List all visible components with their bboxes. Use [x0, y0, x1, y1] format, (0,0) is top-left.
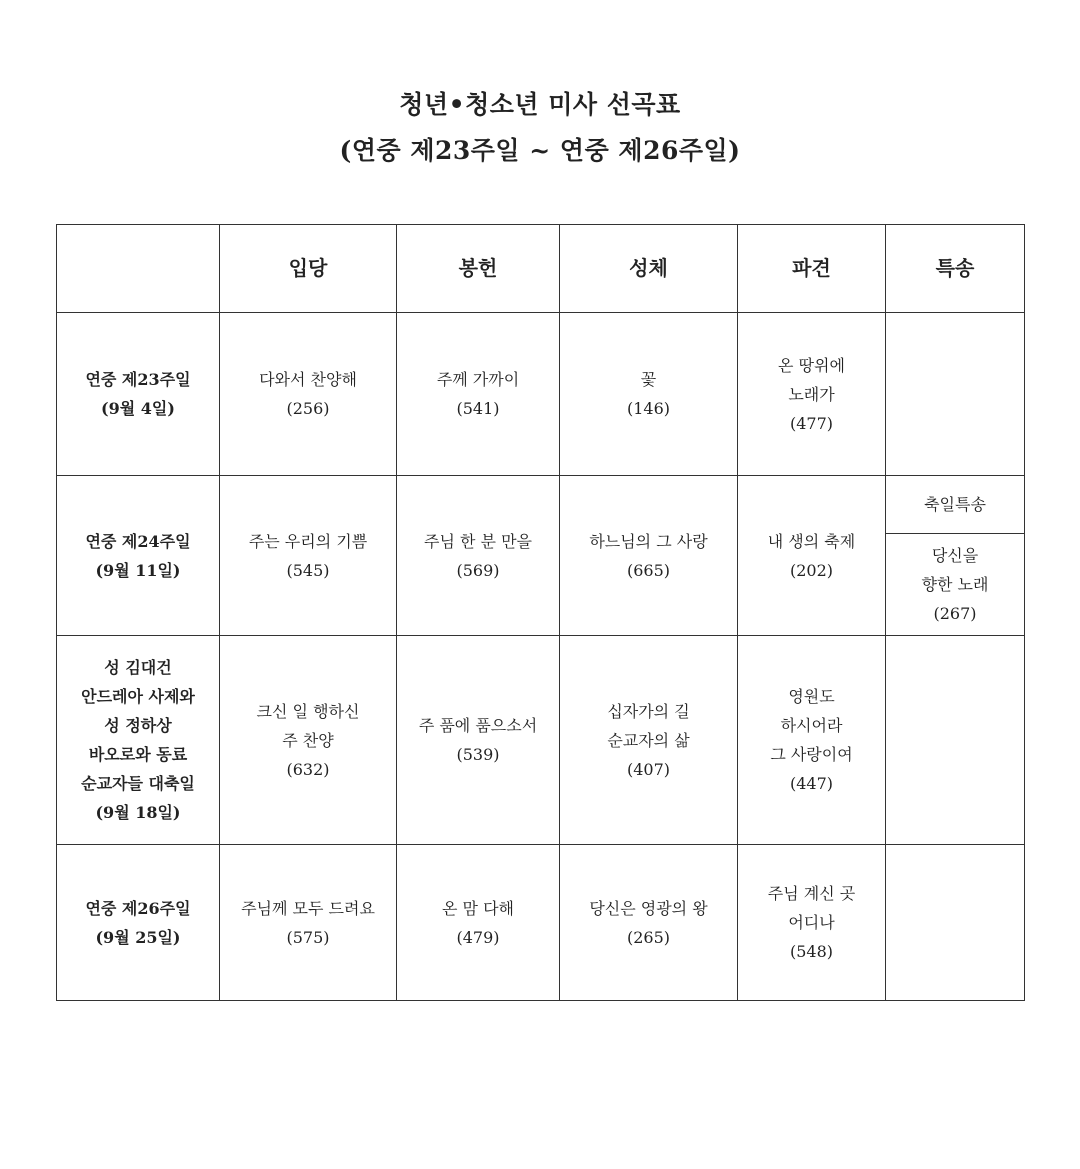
row-label: 연중 제24주일 (9월 11일): [57, 476, 220, 636]
table-row: [57, 845, 1025, 1001]
header-corner: [57, 225, 220, 313]
header-offertory: 봉헌: [397, 225, 560, 313]
header-row: [57, 225, 1025, 313]
page-title: 청년•청소년 미사 선곡표: [399, 90, 681, 119]
special-song: [886, 313, 1025, 476]
entrance-song: 크신 일 행하신 주 찬양 (632): [220, 636, 397, 845]
communion-song: 십자가의 길 순교자의 삶 (407): [560, 636, 738, 845]
table-row: [57, 636, 1025, 845]
communion-song: 꽃 (146): [560, 313, 738, 476]
entrance-song: 주님께 모두 드려요 (575): [220, 845, 397, 1001]
offertory-song: 온 맘 다해 (479): [397, 845, 560, 1001]
dismissal-song: 주님 계신 곳 어디나 (548): [738, 845, 886, 1001]
song-schedule-table: [56, 224, 1025, 1001]
dismissal-song: 영원도 하시어라 그 사랑이여 (447): [738, 636, 886, 845]
communion-song: 당신은 영광의 왕 (265): [560, 845, 738, 1001]
row-label: 성 김대건 안드레아 사제와 성 정하상 바오로와 동료 순교자들 대축일 (9월 18일): [57, 636, 220, 845]
entrance-song: 다와서 찬양해 (256): [220, 313, 397, 476]
row-label: 연중 제26주일 (9월 25일): [57, 845, 220, 1001]
header-entrance: 입당: [220, 225, 397, 313]
header-special: 특송: [886, 225, 1025, 313]
special-song: [886, 636, 1025, 845]
row-label: 연중 제23주일 (9월 4일): [57, 313, 220, 476]
table-row: [57, 476, 1025, 534]
offertory-song: 주 품에 품으소서 (539): [397, 636, 560, 845]
table-row: [57, 313, 1025, 476]
dismissal-song: 내 생의 축제 (202): [738, 476, 886, 636]
special-song: [886, 845, 1025, 1001]
offertory-song: 주님 한 분 만을 (569): [397, 476, 560, 636]
dismissal-song: 온 땅위에 노래가 (477): [738, 313, 886, 476]
communion-song: 하느님의 그 사랑 (665): [560, 476, 738, 636]
special-song-header: 축일특송: [886, 476, 1025, 534]
entrance-song: 주는 우리의 기쁨 (545): [220, 476, 397, 636]
special-song: 당신을 향한 노래 (267): [886, 534, 1025, 636]
header-communion: 성체: [560, 225, 738, 313]
header-dismissal: 파견: [738, 225, 886, 313]
page-subtitle: (연중 제23주일 ~ 연중 제26주일): [339, 136, 741, 165]
offertory-song: 주께 가까이 (541): [397, 313, 560, 476]
